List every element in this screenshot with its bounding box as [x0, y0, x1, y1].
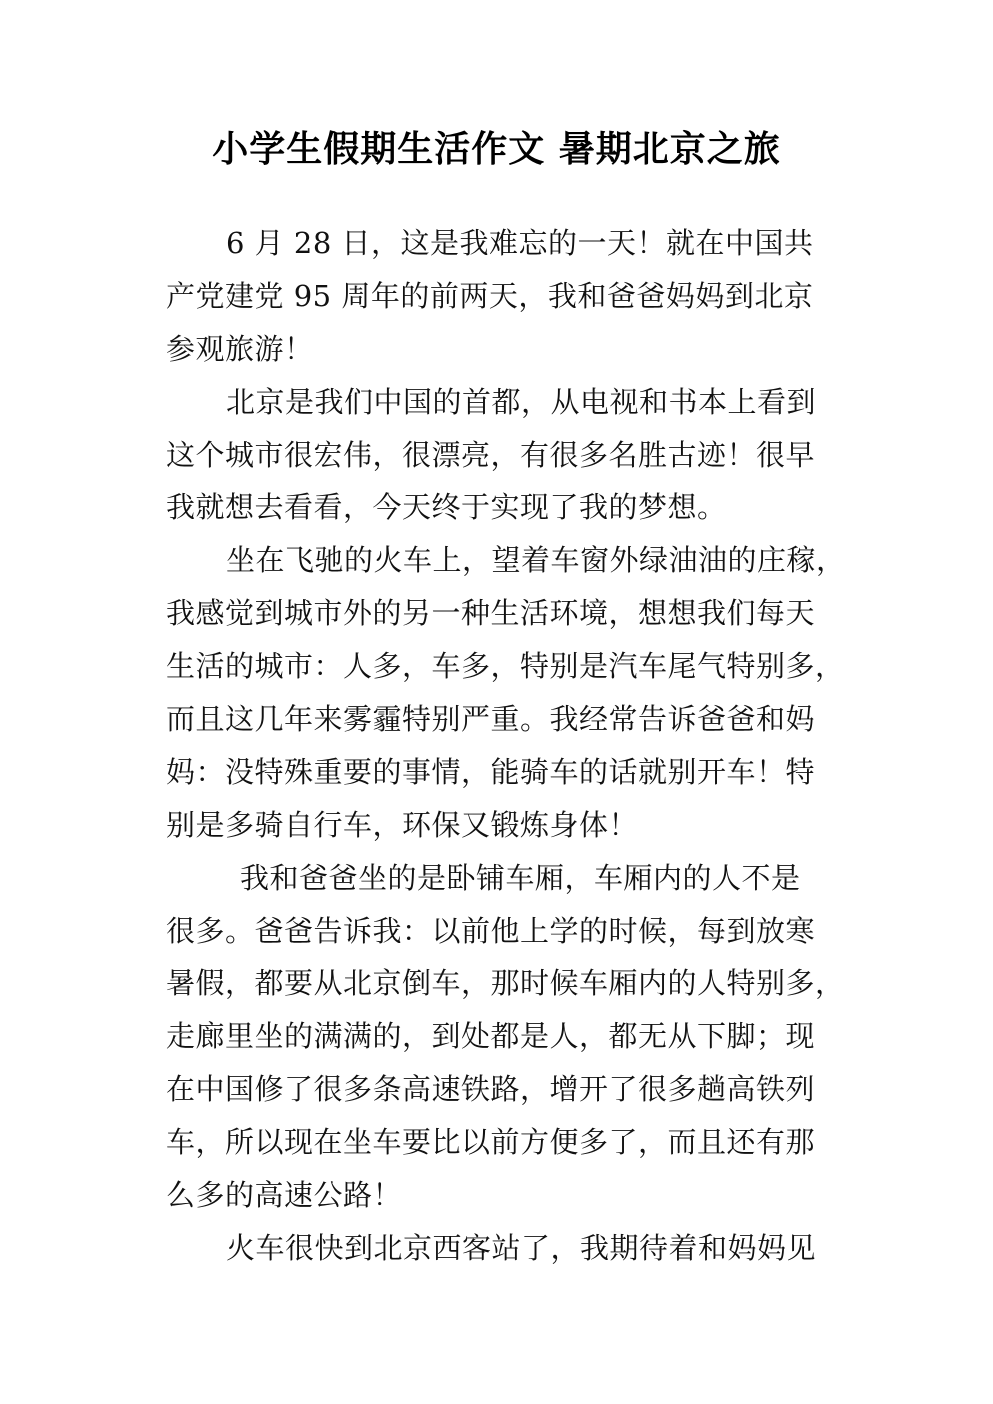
text-line: 火车很快到北京西客站了，我期待着和妈妈见 — [226, 1230, 817, 1265]
text-line: 在中国修了很多条高速铁路，增开了很多趟高铁列 — [166, 1072, 816, 1107]
text-line: 别是多骑自行车，环保又锻炼身体！ — [166, 807, 639, 842]
text-line: 我感觉到城市外的另一种生活环境，想想我们每天 — [166, 596, 816, 631]
paragraph — [166, 217, 846, 376]
text-line: 车，所以现在坐车要比以前方便多了，而且还有那 — [166, 1125, 816, 1160]
text-line: 6 月 28 日，这是我难忘的一天！就在中国共 — [226, 226, 814, 260]
text-line: 参观旅游！ — [166, 331, 314, 366]
text-line: 妈：没特殊重要的事情，能骑车的话就别开车！特 — [166, 754, 816, 789]
document-body — [166, 217, 846, 1275]
text-line: 暑假，都要从北京倒车，那时候车厢内的人特别多， — [166, 966, 845, 1001]
document-title: 小学生假期生活作文 暑期北京之旅 — [212, 129, 781, 170]
text-line: 我和爸爸坐的是卧铺车厢，车厢内的人不是 — [240, 860, 801, 895]
text-line: 产党建党 95 周年的前两天，我和爸爸妈妈到北京 — [166, 278, 814, 313]
paragraph — [166, 534, 846, 851]
text-line: 这个城市很宏伟，很漂亮，有很多名胜古迹！很早 — [166, 437, 816, 472]
text-line: 走廊里坐的满满的，到处都是人，都无从下脚；现 — [166, 1019, 816, 1054]
paragraph — [166, 1222, 846, 1275]
text-line: 而且这几年来雾霾特别严重。我经常告诉爸爸和妈 — [166, 702, 816, 737]
text-line: 坐在飞驰的火车上，望着车窗外绿油油的庄稼， — [226, 543, 846, 578]
text-line: 生活的城市：人多，车多，特别是汽车尾气特别多， — [166, 649, 845, 684]
paragraph — [166, 376, 846, 535]
text-line: 北京是我们中国的首都，从电视和书本上看到 — [226, 384, 817, 419]
paragraph — [166, 852, 846, 1222]
text-line: 很多。爸爸告诉我：以前他上学的时候，每到放寒 — [166, 913, 816, 948]
text-line: 我就想去看看，今天终于实现了我的梦想。 — [166, 490, 727, 525]
text-line: 么多的高速公路！ — [166, 1178, 403, 1213]
